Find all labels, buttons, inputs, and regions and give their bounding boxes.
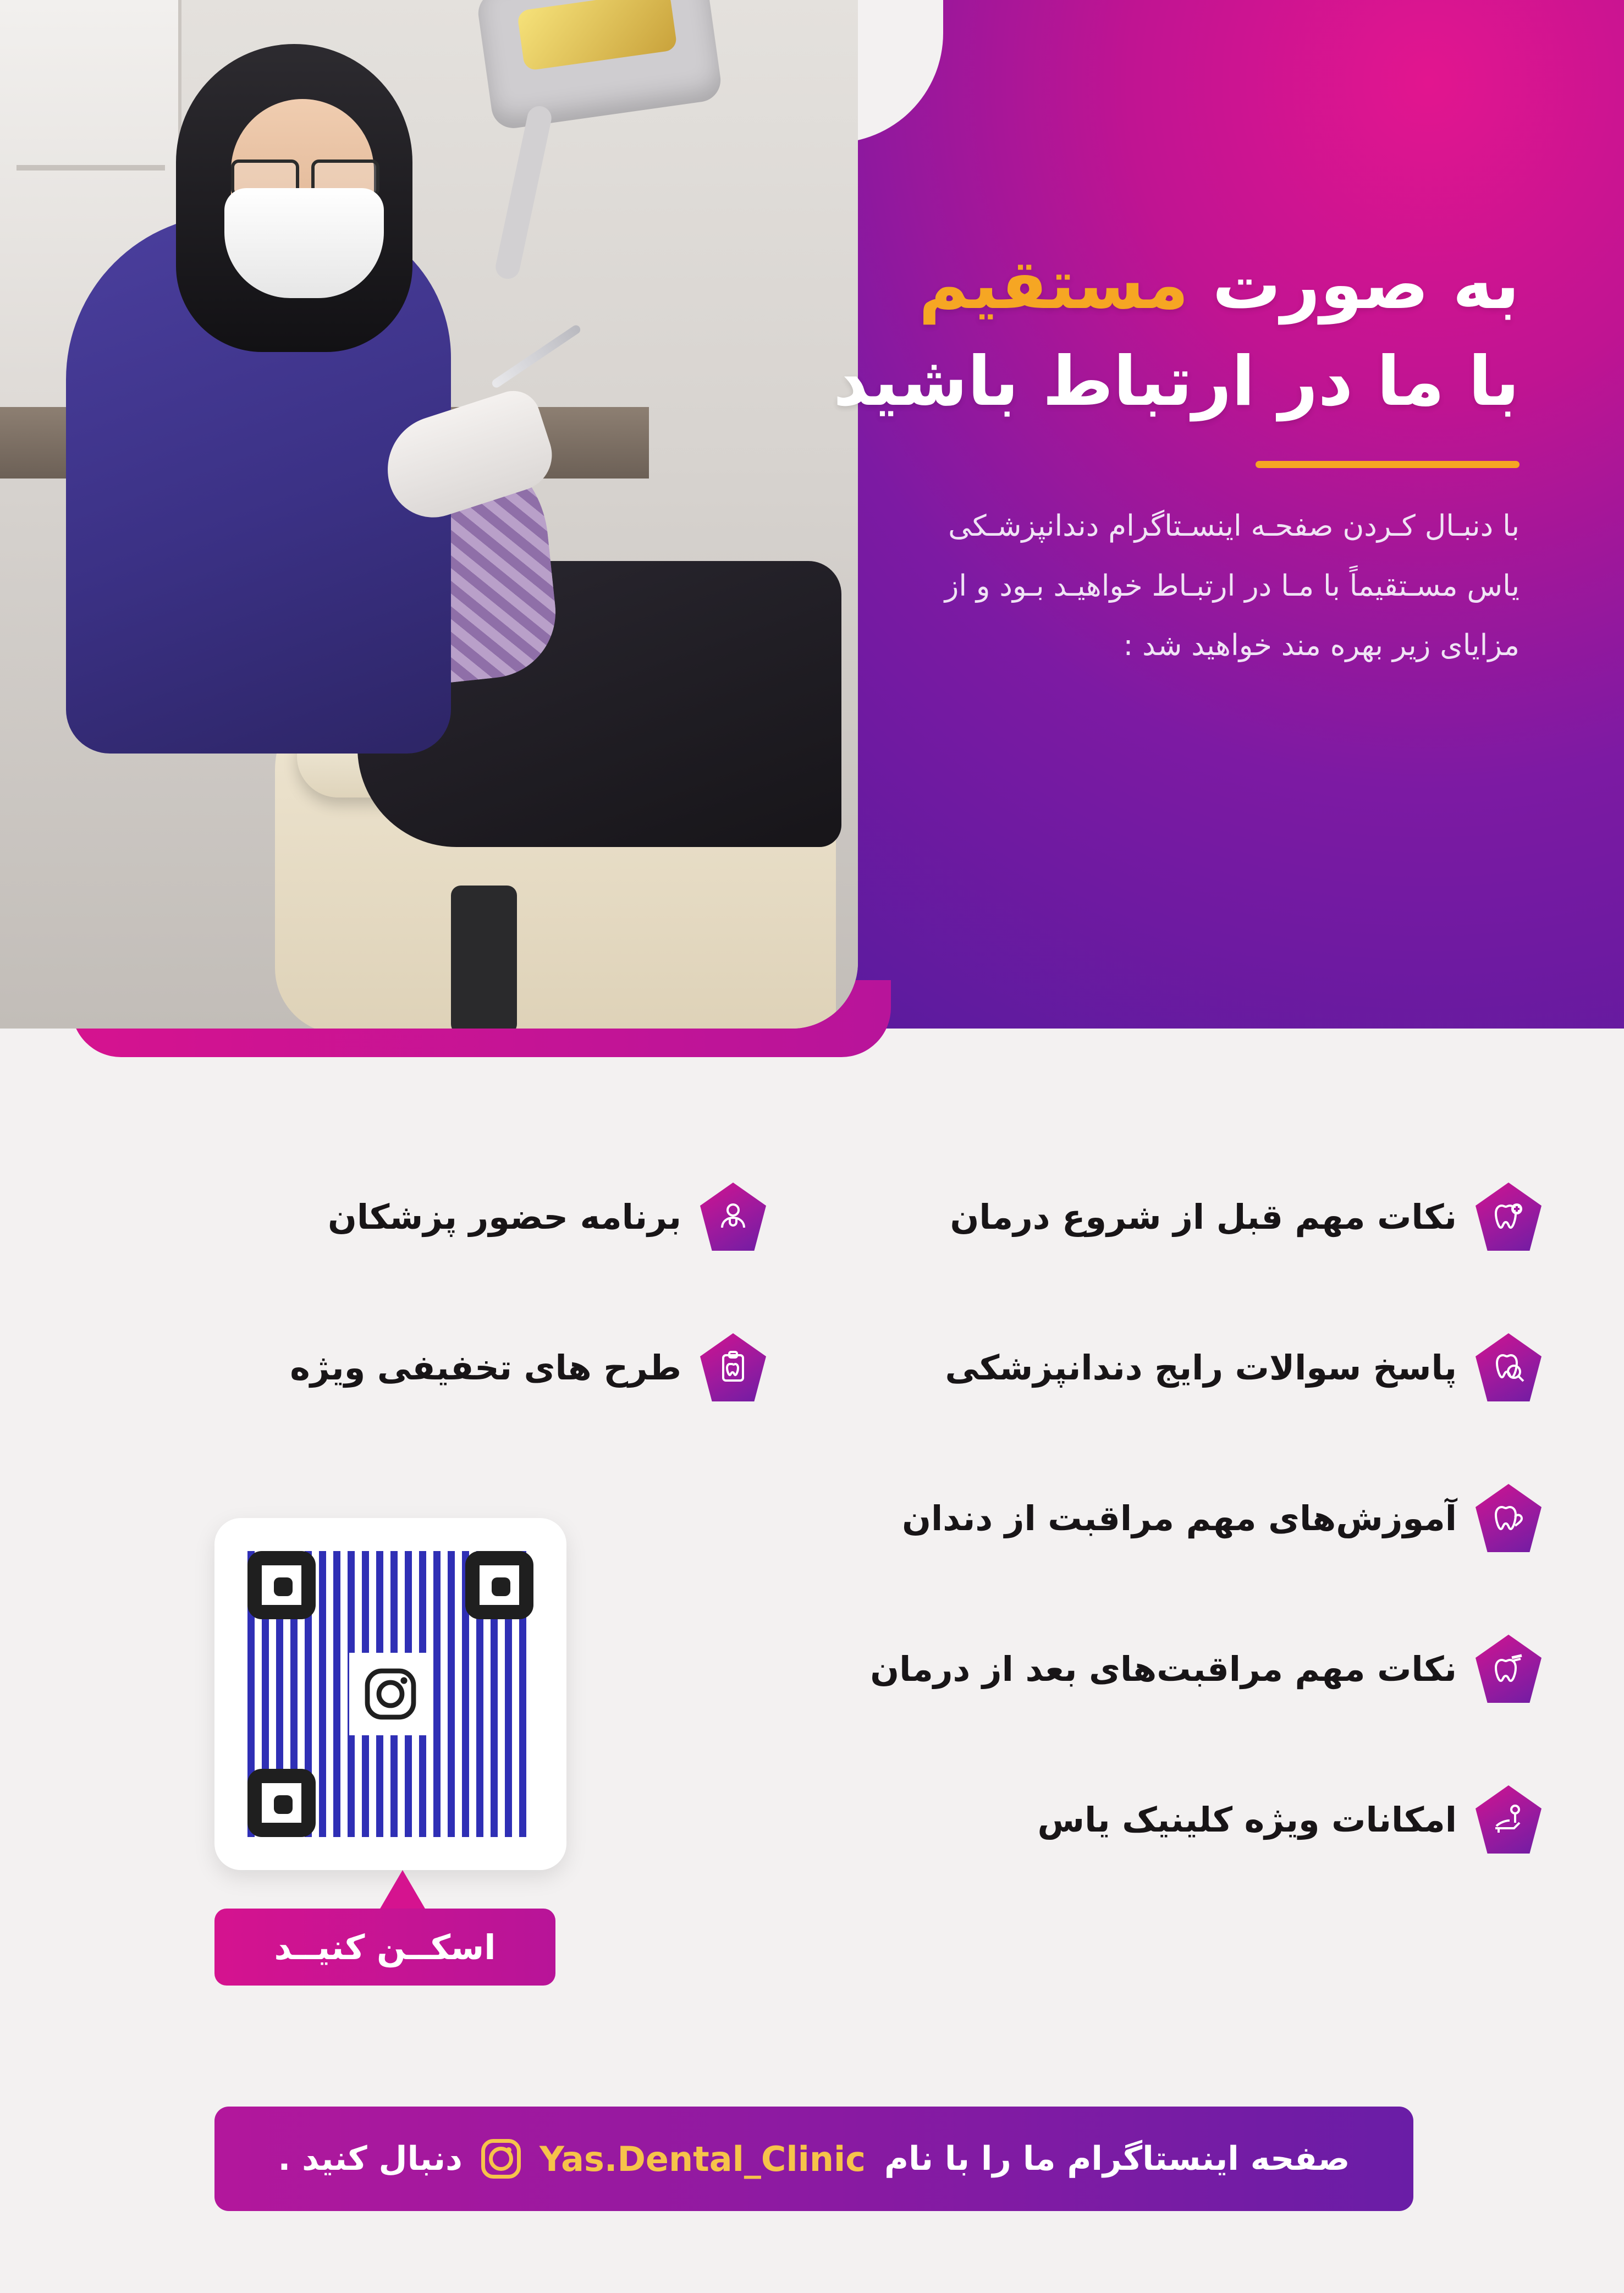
list-item-label: نکات مهم مراقبت‌های بعد از درمان <box>870 1648 1457 1689</box>
instagram-icon <box>349 1653 432 1735</box>
scan-arrow-icon <box>379 1870 426 1910</box>
list-item <box>827 1333 1542 1401</box>
dental-chair-icon <box>1476 1785 1542 1854</box>
hero-text-block <box>772 237 1520 676</box>
list-item-label: آموزش‌های مهم مراقبت از دندان <box>902 1498 1457 1538</box>
list-item-label: برنامه حضور پزشکان <box>328 1196 681 1237</box>
follow-bar-text-left: دنبال کنید . <box>278 2140 463 2178</box>
list-item <box>827 1785 1542 1854</box>
instagram-icon <box>481 2139 521 2179</box>
follow-bar-text-right: صفحه اینستاگرام ما را با نام <box>884 2140 1350 2178</box>
hero-section <box>0 0 1624 1067</box>
list-item <box>827 1484 1542 1552</box>
instagram-follow-bar[interactable] <box>214 2107 1413 2211</box>
tooth-brush-icon <box>1476 1635 1542 1703</box>
dentist-figure <box>66 33 484 737</box>
doctor-icon <box>700 1183 766 1251</box>
clipboard-tooth-icon <box>700 1333 766 1401</box>
list-item <box>827 1635 1542 1703</box>
instagram-qr-code[interactable] <box>214 1518 566 1870</box>
qr-finder-bottom-left <box>247 1769 316 1837</box>
list-item <box>117 1183 766 1251</box>
list-item-label: امکانات ویژه کلینیک یاس <box>1037 1799 1457 1840</box>
tooth-search-icon <box>1476 1333 1542 1401</box>
hero-title-line-2: با ما در ارتباط باشید <box>833 342 1520 422</box>
qr-finder-top-right <box>465 1551 533 1619</box>
qr-finder-top-left <box>247 1551 316 1619</box>
feature-list-right <box>827 1183 1542 1936</box>
tooth-plus-icon <box>1476 1183 1542 1251</box>
hero-title-line-1 <box>772 237 1520 333</box>
feature-list-left <box>117 1183 766 1484</box>
instagram-handle[interactable]: Yas.Dental_Clinic <box>539 2138 866 2179</box>
hero-title-accent: مستقیم <box>918 245 1189 325</box>
hero-title-part-1: به صورت <box>1188 245 1520 325</box>
list-item <box>827 1183 1542 1251</box>
clinic-photo <box>0 0 858 1029</box>
list-item-label: نکات مهم قبل از شروع درمان <box>950 1196 1457 1237</box>
list-item-label: طرح های تخفیفی ویژه <box>290 1347 681 1388</box>
list-item <box>117 1333 766 1401</box>
list-item-label: پاسخ سوالات رایج دندانپزشکی <box>945 1347 1457 1388</box>
hero-divider <box>1256 461 1520 468</box>
tooth-care-icon <box>1476 1484 1542 1552</box>
hero-body-line-3: مزایای زیر بهره مند خواهید شد : <box>1123 629 1520 663</box>
hero-body-line-1: با دنبـال کـردن صفحـه اینسـتاگرام دندانپزشـکی <box>948 509 1520 543</box>
scan-label: اسکــن کنیــد <box>214 1909 555 1986</box>
qr-pattern <box>247 1551 533 1837</box>
hero-body-line-2: یاس مسـتقیماً با مـا در ارتبـاط خواهیـد بـود و از <box>944 569 1520 603</box>
